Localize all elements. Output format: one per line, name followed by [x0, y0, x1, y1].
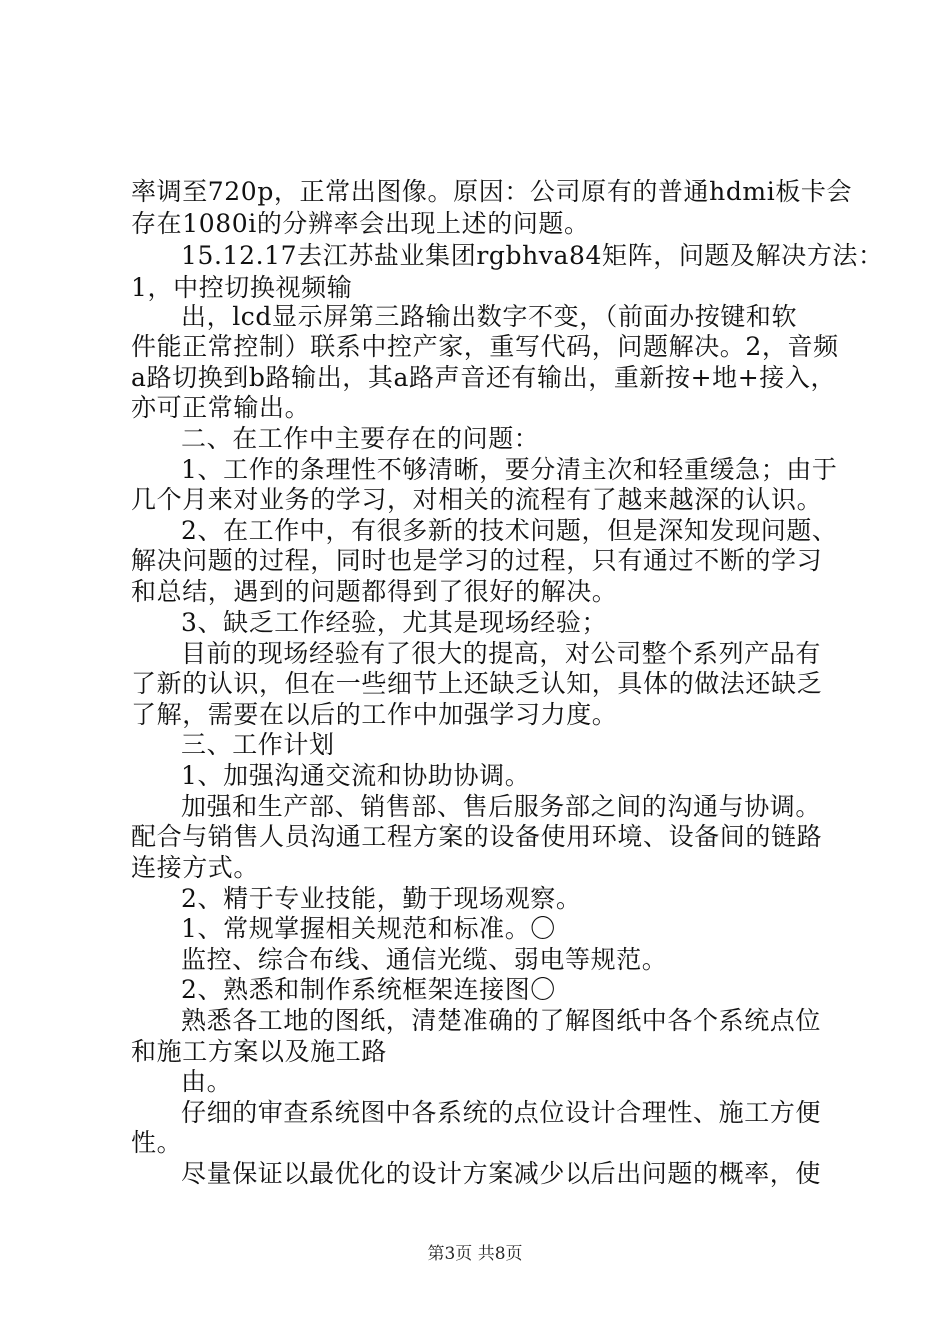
body-line: 率调至720p，正常出图像。原因：公司原有的普通hdmi板卡会: [131, 177, 853, 206]
body-line: 仔细的审查系统图中各系统的点位设计合理性、施工方便: [181, 1098, 822, 1127]
body-line: 了新的认识，但在一些细节上还缺乏认知，具体的做法还缺乏: [131, 669, 823, 698]
body-line: 存在1080i的分辨率会出现上述的问题。: [131, 209, 590, 238]
body-line: 1、常规掌握相关规范和标准。〇: [181, 914, 556, 943]
body-line: 件能正常控制）联系中控产家，重写代码，问题解决。2，音频: [131, 332, 839, 361]
section-heading: 三、工作计划: [181, 730, 335, 759]
body-line: 15.12.17去江苏盐业集团rgbhva84矩阵，问题及解决方法：: [181, 241, 884, 270]
body-line: 2、在工作中，有很多新的技术问题，但是深知发现问题、: [181, 516, 838, 545]
body-line: 和总结，遇到的问题都得到了很好的解决。: [131, 577, 618, 606]
section-heading: 二、在工作中主要存在的问题：: [181, 424, 540, 453]
body-line: 3、缺乏工作经验，尤其是现场经验；: [181, 608, 608, 637]
body-line: 2、精于专业技能，勤于现场观察。: [181, 884, 582, 913]
body-line: 加强和生产部、销售部、售后服务部之间的沟通与协调。: [181, 792, 822, 821]
body-line: 亦可正常输出。: [131, 393, 311, 422]
body-line: 监控、综合布线、通信光缆、弱电等规范。: [181, 945, 668, 974]
body-line: 配合与销售人员沟通工程方案的设备使用环境、设备间的链路: [131, 822, 823, 851]
body-line: 目前的现场经验有了很大的提高，对公司整个系列产品有: [181, 639, 822, 668]
body-line: 了解，需要在以后的工作中加强学习力度。: [131, 700, 618, 729]
body-line: 2、熟悉和制作系统框架连接图〇: [181, 975, 556, 1004]
body-line: 1，中控切换视频输: [131, 273, 353, 302]
page-footer: 第3页 共8页: [427, 1244, 523, 1264]
body-line: 几个月来对业务的学习，对相关的流程有了越来越深的认识。: [131, 485, 823, 514]
body-line: 熟悉各工地的图纸，清楚准确的了解图纸中各个系统点位: [181, 1006, 822, 1035]
body-line: 出，lcd显示屏第三路输出数字不变，（前面办按键和软: [181, 302, 798, 331]
body-line: 1、工作的条理性不够清晰，要分清主次和轻重缓急；由于: [181, 455, 838, 484]
body-line: 解决问题的过程，同时也是学习的过程，只有通过不断的学习: [131, 546, 823, 575]
body-line: a路切换到b路输出，其a路声音还有输出，重新按+地+接入，: [131, 363, 837, 392]
body-line: 1、加强沟通交流和协助协调。: [181, 761, 531, 790]
body-line: 和施工方案以及施工路: [131, 1037, 388, 1066]
body-line: 连接方式。: [131, 853, 260, 882]
body-line: 由。: [181, 1067, 233, 1096]
body-line: 性。: [131, 1128, 183, 1157]
body-line: 尽量保证以最优化的设计方案减少以后出问题的概率，使: [181, 1159, 822, 1188]
